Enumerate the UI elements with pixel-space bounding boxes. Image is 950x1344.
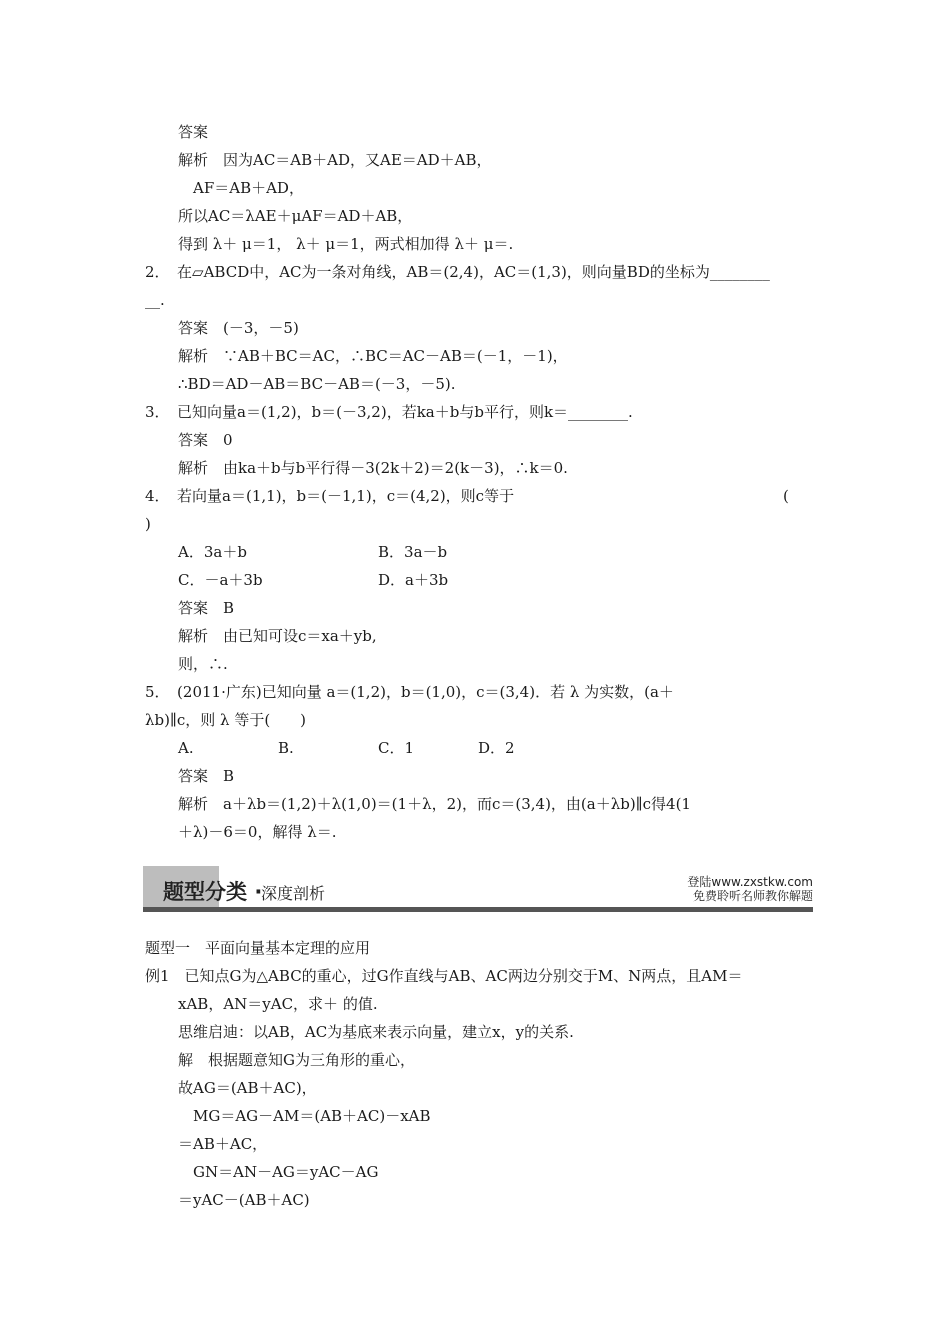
banner-rule — [143, 907, 813, 912]
analysis-1: 解析 因为AC＝AB＋AD，又AE＝AD＋AB， — [178, 151, 492, 169]
q5-option-c: C．1 — [378, 739, 415, 757]
question-2: 2． 在▱ABCD中，AC为一条对角线，AB＝(2,4)，AC＝(1,3)，则向量BD的坐标为________ — [145, 263, 770, 281]
analysis-5-line2: ＋λ)－6＝0，解得 λ＝. — [178, 823, 337, 841]
analysis-1-line2: AF＝AB＋AD， — [193, 179, 304, 197]
answer-2: 答案 (－3，－5) — [178, 319, 299, 337]
analysis-1-line3: 所以AC＝λAE＋μAF＝AD＋AB， — [178, 207, 413, 225]
banner-site: 登陆www.zxstkw.com — [687, 875, 813, 889]
analysis-3: 解析 由ka＋b与b平行得－3(2k＋2)＝2(k－3)，∴k＝0. — [178, 459, 568, 477]
option-d: D．a＋3b — [378, 571, 449, 589]
question-4-paren-close: ) — [145, 515, 151, 533]
option-b: B．3a－b — [378, 543, 448, 561]
thinking-hint: 思维启迪：以AB，AC为基底来表示向量，建立x，y的关系. — [178, 1023, 574, 1041]
q5-option-b: B. — [278, 739, 294, 757]
solution-line2: 故AG＝(AB＋AC)， — [178, 1079, 317, 1097]
question-5: 5． (2011·广东)已知向量 a＝(1,2)，b＝(1,0)，c＝(3,4)．若 λ 为实数，(a＋ — [145, 683, 674, 701]
answer-5: 答案 B — [178, 767, 235, 785]
question-4-paren-open: ( — [783, 487, 789, 505]
question-3: 3． 已知向量a＝(1,2)，b＝(－3,2)，若ka＋b与b平行，则k＝________. — [145, 403, 633, 421]
question-2-cont: __. — [145, 291, 165, 309]
example-1: 例1 已知点G为△ABC的重心，过G作直线与AB、AC两边分别交于M、N两点，且AM＝ — [145, 967, 743, 985]
solution-start: 解 根据题意知G为三角形的重心， — [178, 1051, 415, 1069]
analysis-2-line2: ∴BD＝AD－AB＝BC－AB＝(－3，－5). — [178, 375, 456, 393]
analysis-2: 解析 ∵AB＋BC＝AC，∴BC＝AC－AB＝(－1，－1)， — [178, 347, 568, 365]
solution-line3: MG＝AG－AM＝(AB＋AC)－xAB — [193, 1107, 431, 1125]
answer-4: 答案 B — [178, 599, 235, 617]
banner-subtitle: 深度剖析 — [261, 884, 326, 903]
q5-option-d: D．2 — [478, 739, 515, 757]
option-a: A．3a＋b — [178, 543, 247, 561]
question-4: 4． 若向量a＝(1,1)，b＝(－1,1)，c＝(4,2)，则c等于 — [145, 487, 515, 505]
option-c: C．－a＋3b — [178, 571, 263, 589]
answer-label-1: 答案 — [178, 123, 209, 141]
solution-line5: GN＝AN－AG＝yAC－AG — [193, 1163, 379, 1181]
solution-line4: ＝AB＋AC， — [178, 1135, 268, 1153]
section-banner — [143, 866, 813, 912]
analysis-5: 解析 a＋λb＝(1,2)＋λ(1,0)＝(1＋λ，2)，而c＝(3,4)，由(a＋λb)∥c得4(1 — [178, 795, 691, 813]
example-1-cont: xAB，AN＝yAC，求＋ 的值. — [178, 995, 378, 1013]
banner-slogan: 免费聆听名师教你解题 — [692, 889, 813, 903]
topic-heading: 题型一 平面向量基本定理的应用 — [145, 939, 371, 957]
banner-title: 题型分类 · — [163, 880, 263, 904]
analysis-4-line2: 则，∴. — [178, 655, 228, 673]
solution-line6: ＝yAC－(AB＋AC) — [178, 1191, 310, 1209]
analysis-4: 解析 由已知可设c＝xa＋yb, — [178, 627, 377, 645]
analysis-1-line4: 得到 λ＋ μ＝1， λ＋ μ＝1，两式相加得 λ＋ μ＝. — [178, 235, 514, 253]
question-5-cont: λb)∥c，则 λ 等于( ) — [145, 711, 307, 729]
q5-option-a: A. — [178, 739, 194, 757]
answer-3: 答案 0 — [178, 431, 233, 449]
